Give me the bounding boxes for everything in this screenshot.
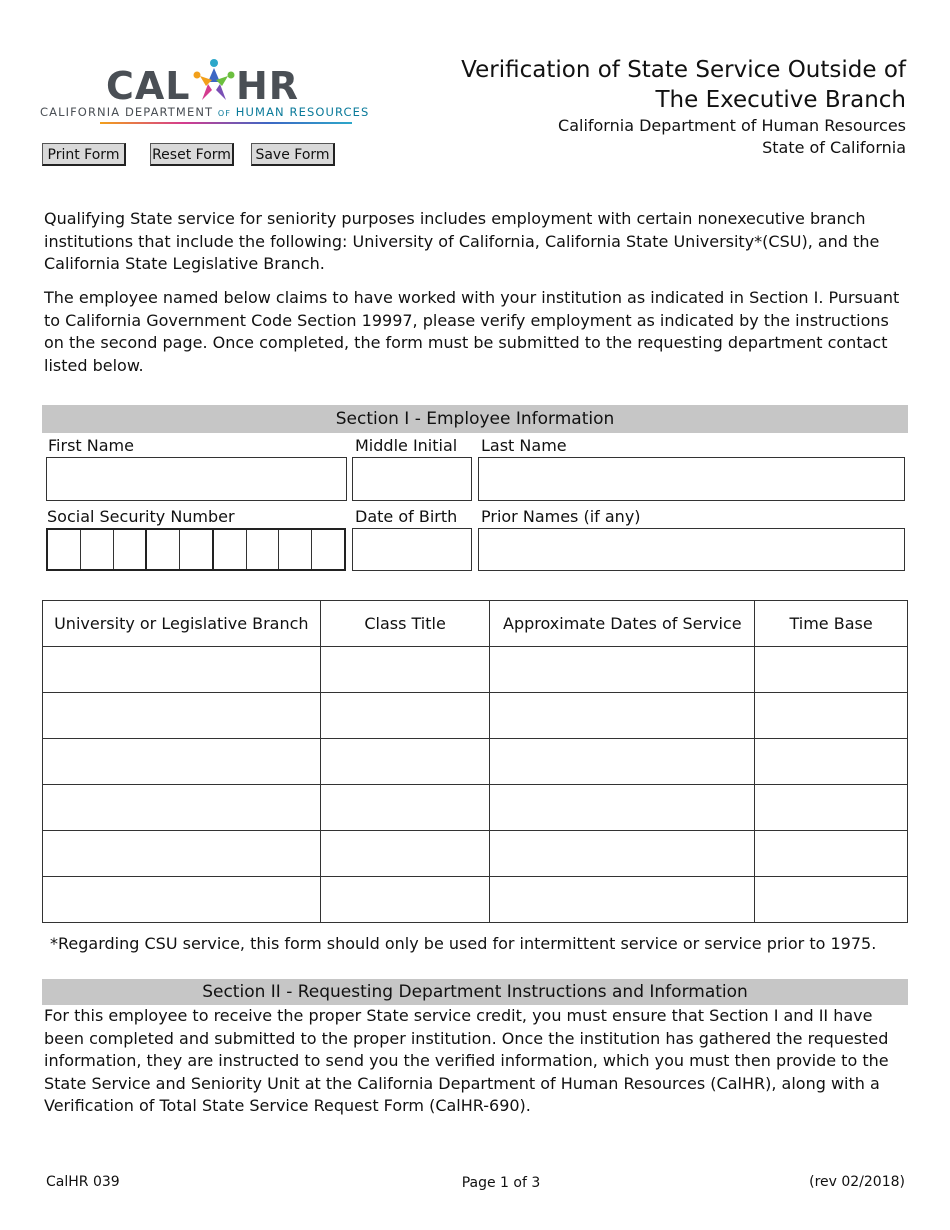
prior-names-label: Prior Names (if any) [481,507,641,526]
institution-cell[interactable] [43,693,321,739]
prior-names-field[interactable] [478,528,905,571]
ssn-digit-2[interactable] [81,530,114,569]
logo-department-text [40,105,369,119]
ssn-digit-5[interactable] [180,530,214,569]
middle-initial-label: Middle Initial [355,436,458,455]
dob-label: Date of Birth [355,507,458,526]
institution-cell[interactable] [43,739,321,785]
middle-initial-field[interactable] [352,457,472,501]
time-base-cell[interactable] [755,877,908,923]
star-people-icon [192,58,236,102]
institution-cell[interactable] [43,785,321,831]
first-name-field[interactable] [46,457,347,501]
csu-footnote: *Regarding CSU service, this form should only be used for intermittent service or service prior to 1975. [50,934,877,953]
section2-instructions: For this employee to receive the proper State service credit, you must ensure that Section I and II have been completed and submitted to the proper institution. Once the institution has gathered the requested information, they are instructed to send you the verified information, which you must then provide to the State Service and Seniority Unit at the California Department of Human Resources (CalHR), along with a Verification of Total State Service Request Form (CalHR-690). [44,1006,889,1115]
ssn-digit-9[interactable] [312,530,344,569]
ssn-digit-8[interactable] [279,530,312,569]
form-id: CalHR 039 [46,1174,120,1190]
time-base-cell[interactable] [755,693,908,739]
dates-cell[interactable] [490,647,755,693]
dates-cell[interactable] [490,831,755,877]
form-title-line1: Verification of State Service Outside of [461,57,906,83]
institution-cell[interactable] [43,647,321,693]
ssn-digit-1[interactable] [48,530,81,569]
time-base-cell[interactable] [755,785,908,831]
col-header-class-title: Class Title [320,601,490,647]
logo-underline [100,122,352,124]
dates-cell[interactable] [490,785,755,831]
time-base-cell[interactable] [755,739,908,785]
class-title-cell[interactable] [320,693,490,739]
ssn-field-group [46,528,346,571]
service-table-header-row [43,601,908,647]
table-row [43,877,908,923]
ssn-digit-3[interactable] [114,530,148,569]
col-header-institution: University or Legislative Branch [43,601,321,647]
logo-dept-part2: HUMAN RESOURCES [235,105,370,119]
dates-cell[interactable] [490,739,755,785]
class-title-cell[interactable] [320,877,490,923]
dates-cell[interactable] [490,693,755,739]
print-form-button[interactable]: Print Form [42,143,126,166]
last-name-label: Last Name [481,436,567,455]
ssn-label: Social Security Number [47,507,235,526]
form-title-block [461,55,906,159]
section1-header: Section I - Employee Information [42,405,908,433]
calhr-logo [40,58,370,130]
dates-cell[interactable] [490,877,755,923]
last-name-field[interactable] [478,457,905,501]
intro-paragraph-2: The employee named below claims to have worked with your institution as indicated in Section I. Pursuant to California Government Code Section 19997, please verify employment as indicated by the instructions on the second page. Once completed, the form must be submitted to the requesting department contact listed below. [44,288,900,375]
institution-cell[interactable] [43,831,321,877]
form-subtitle-state: State of California [762,138,906,157]
class-title-cell[interactable] [320,785,490,831]
reset-form-button[interactable]: Reset Form [150,143,234,166]
logo-cal-text: CAL [106,64,191,108]
form-title-line2: The Executive Branch [655,87,906,113]
section2-header: Section II - Requesting Department Instructions and Information [42,979,908,1005]
table-row [43,831,908,877]
col-header-time-base: Time Base [755,601,908,647]
logo-dept-of: OF [217,109,232,118]
ssn-digit-4[interactable] [147,530,180,569]
institution-cell[interactable] [43,877,321,923]
class-title-cell[interactable] [320,647,490,693]
table-row [43,785,908,831]
time-base-cell[interactable] [755,831,908,877]
first-name-label: First Name [48,436,134,455]
logo-dept-part1: CALIFORNIA DEPARTMENT [40,105,214,119]
col-header-dates: Approximate Dates of Service [490,601,755,647]
table-row [43,647,908,693]
time-base-cell[interactable] [755,647,908,693]
form-subtitle-dept: California Department of Human Resources [558,116,906,135]
page-number: Page 1 of 3 [461,1175,541,1191]
save-form-button[interactable]: Save Form [251,143,335,166]
intro-paragraph-1: Qualifying State service for seniority purposes includes employment with certain nonexecutive branch institutions that include the following: University of California, California State University*(CSU), and the California State Legislative Branch. [44,209,880,273]
service-history-table [42,600,908,923]
table-row [43,739,908,785]
class-title-cell[interactable] [320,739,490,785]
logo-hr-text: HR [236,64,300,108]
table-row [43,693,908,739]
ssn-digit-6[interactable] [214,530,247,569]
class-title-cell[interactable] [320,831,490,877]
dob-field[interactable] [352,528,472,571]
ssn-digit-7[interactable] [247,530,280,569]
revision-date: (rev 02/2018) [809,1174,905,1190]
